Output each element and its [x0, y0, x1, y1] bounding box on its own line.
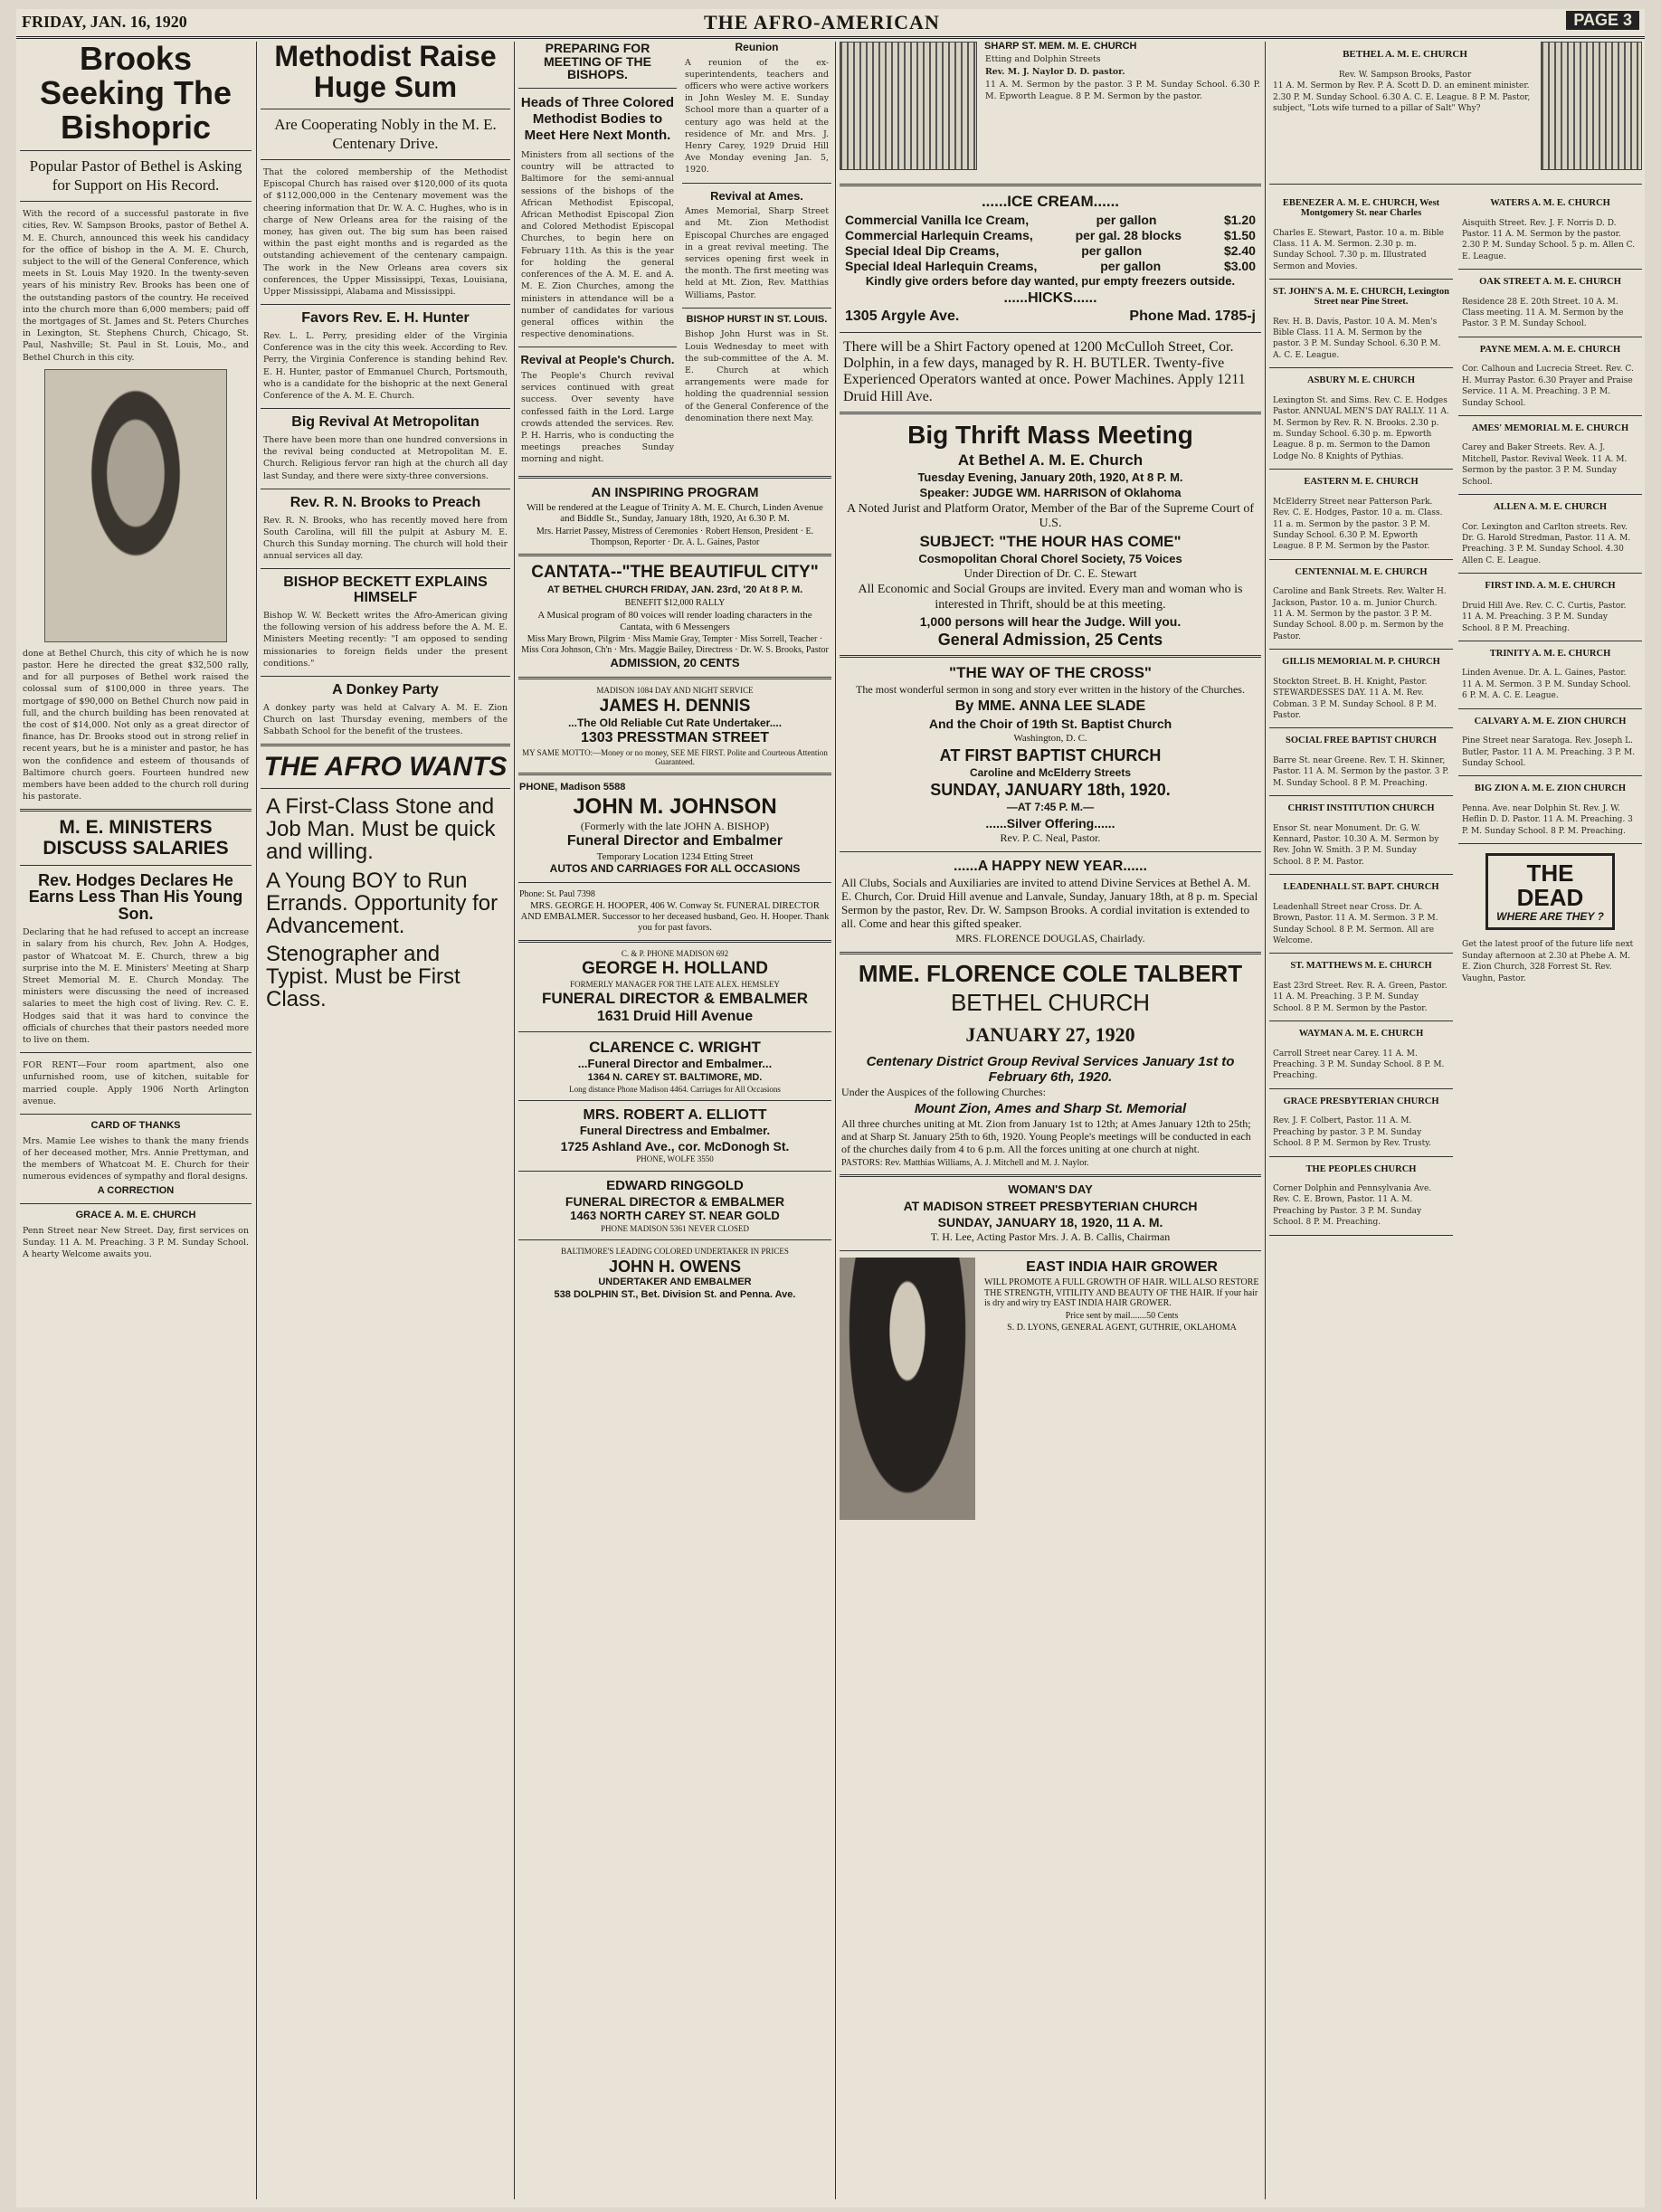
- ad-ice-cream: [840, 193, 1261, 326]
- dennis-tagline: ...The Old Reliable Cut Rate Undertaker....: [567, 716, 783, 729]
- listing-divider: [1269, 795, 1453, 796]
- church-schedule: Rev. H. B. Davis, Pastor. 10 A. M. Men's Bible Class. 11 A. M. Sermon by the pastor. 3 P. M. Sunday School. 6.30 P. M. A. C. E. League.: [1273, 317, 1441, 360]
- ad-thrift-meeting: [840, 421, 1261, 649]
- dead-sub: WHERE ARE THEY ?: [1496, 909, 1604, 923]
- hooper-phone: Phone: St. Paul 7398: [519, 889, 595, 900]
- article-brooks-body: With the record of a successful pastorate in five cities, Rev. W. Sampson Brooks, pastor of Bethel A. M. E. Church, announced this week his candidacy for the office of bishop in the A. M. E. Church, subject to the will of the General Conference, which meets in St. Louis May 1920. In the twenty-seven years of his ministry Rev. Brooks has been one of the outstanding pastors of the country. He received into the church more than 6,000 members; paid off the mortgages of St. James and St. Peters Churches in Lexington, St. Stephens Church, Chicago, St. Paul, Nashville; St. Paul in St. Louis, Mo., and Bethel Church in this city.: [23, 209, 249, 363]
- hicks-phone: Phone Mad. 1785-j: [1129, 309, 1256, 325]
- elliott-address: 1725 Ashland Ave., cor. McDonogh St.: [560, 1139, 790, 1154]
- article-ames-revival: Ames Memorial, Sharp Street and Mt. Zion Methodist Episcopal Churches are engaged in a great revival meeting. The services opening first week in the month. The first meeting was held at Mt. Zion, Rev. Matthias Williams, Pastor.: [685, 206, 829, 300]
- deck-methodist: Are Cooperating Nobly in the M. E. Centenary Drive.: [274, 116, 497, 152]
- wright-address: 1364 N. CAREY ST. BALTIMORE, MD.: [587, 1071, 763, 1083]
- ad-owens: [518, 1247, 831, 1300]
- newyear-chair: MRS. FLORENCE DOUGLAS, Chairlady.: [955, 931, 1145, 945]
- owens-name: JOHN H. OWENS: [608, 1257, 741, 1276]
- ad-johnson: [518, 782, 831, 876]
- church-listing: [1269, 1097, 1453, 1157]
- holland-phone: C. & P. PHONE MADISON 692: [621, 948, 729, 958]
- ice-cream-unit: per gallon: [1096, 212, 1157, 227]
- church-schedule: Caroline and Bank Streets. Rev. Walter H. Jackson, Pastor. 10 a. m. Junior Church. 11 A. M. Sermon by the pastor. 3 P. M. Sunday School. 8.00 p. m. Sermon by the Pastor.: [1273, 587, 1447, 641]
- newyear-head: ......A HAPPY NEW YEAR......: [954, 858, 1147, 874]
- cross-date: SUNDAY, JANUARY 18th, 1920.: [930, 781, 1171, 800]
- church-name: AMES' MEMORIAL M. E. CHURCH: [1471, 422, 1629, 433]
- ice-cream-unit: per gallon: [1100, 258, 1162, 273]
- church-listing: [1269, 961, 1453, 1021]
- cantata-body: A Musical program of 80 voices will render loading characters in the Cantata, with 6 Messengers: [537, 610, 812, 632]
- cantata-benefit: BENEFIT $12,000 RALLY: [624, 597, 726, 608]
- church-listing: [1269, 375, 1453, 470]
- card-of-thanks: Mrs. Mamie Lee wishes to thank the many friends of her deceased mother, Mrs. Annie Prettyman, and the members of Whatcoat M. E. Church for their numerous evidences of sympathy and floral designs.: [23, 1135, 249, 1182]
- johnson-phone: PHONE, Madison 5588: [519, 782, 626, 793]
- bethel-pastor: Rev. W. Sampson Brooks, Pastor: [1338, 71, 1472, 80]
- ice-cream-price: $2.40: [1223, 242, 1256, 258]
- church-listing: [1269, 1164, 1453, 1236]
- sharp-street-location: Etting and Dolphin Streets: [985, 53, 1101, 64]
- listing-divider: [1458, 494, 1642, 495]
- hicks-name: ......HICKS......: [1003, 290, 1097, 306]
- holland-name: GEORGE H. HOLLAND: [582, 959, 768, 979]
- deck-brooks: Popular Pastor of Bethel is Asking for Support on His Record.: [29, 157, 242, 194]
- dennis-name: JAMES H. DENNIS: [599, 696, 751, 716]
- holland-address: 1631 Druid Hill Avenue: [596, 1009, 754, 1024]
- church-name: SOCIAL FREE BAPTIST CHURCH: [1286, 736, 1437, 746]
- article-bishops-body: Ministers from all sections of the country will be attracted to Baltimore for the semi-annual sessions of the bishops of the African Methodist Episcopal, African Methodist Episcopal Zion and Colored Methodist Episcopal Churches, to begin here on February 11th. As this is the year for holding the general conferences of the A. M. E. and A. M. E. Zion Churches, among the ministers in attendance will be a number of candidates for various general offices within the respective denominations.: [521, 150, 674, 340]
- newyear-body: All Clubs, Socials and Auxiliaries are invited to attend Divine Services at Bethel A. M. E. Church, Cor. Druid Hill avenue and Lanvale, Sunday, January 18th, at 8 p. m. Special Sermon by the pastor, Rev. Dr. W. Sampson Brooks. A cordial invitation is extended to all. Come and hear this gifted speaker.: [841, 876, 1258, 930]
- cross-at: AT FIRST BAPTIST CHURCH: [939, 745, 1162, 764]
- church-name: BIG ZION A. M. E. ZION CHURCH: [1474, 783, 1627, 794]
- cantata-cast: Miss Mary Brown, Pilgrim · Miss Mamie Gray, Tempter · Miss Sorrell, Teacher · Miss Cora Johnson, Ch'n · Mrs. Maggie Bailey, Directress · Dr. W. S. Brooks, Pastor: [521, 634, 829, 655]
- ice-cream-item: Commercial Vanilla Ice Cream,: [845, 212, 1030, 227]
- ringgold-trade: FUNERAL DIRECTOR & EMBALMER: [565, 1193, 785, 1209]
- thrift-judge: 1,000 persons will hear the Judge. Will you.: [919, 613, 1182, 629]
- paper-name: THE AFRO-AMERICAN: [704, 11, 940, 33]
- church-listing: [1269, 567, 1453, 650]
- column-5: [1269, 42, 1642, 2199]
- article-hurst: Bishop John Hurst was in St. Louis Wednesday to meet with the sub-committee of the A. M. E. Church at which arrangements were made for holding the quadrennial session of the General Conference of the denomination there next May.: [685, 329, 829, 423]
- wright-trade: ...Funeral Director and Embalmer...: [577, 1056, 773, 1070]
- ad-happy-new-year: [840, 859, 1261, 945]
- dennis-address: 1303 PRESSTMAN STREET: [580, 730, 770, 746]
- church-schedule: Rev. J. F. Colbert, Pastor. 11 A. M. Preaching by pastor. 3 P. M. Sunday School. 8 P. M. Sermon by Rev. Trusty.: [1273, 1116, 1431, 1149]
- column-4: [840, 42, 1261, 2199]
- church-schedule: McElderry Street near Patterson Park. Rev. C. E. Hodges, Pastor. 10 a. m. Class. 11 a. m. Sermon by the pastor. 3 P. M. Sunday School. 6.30 P. M. Epworth League. 8 P. M. Sermon by the Pastor.: [1273, 497, 1443, 552]
- church-schedule: Lexington St. and Sims. Rev. C. E. Hodges Pastor. ANNUAL MEN'S DAY RALLY. 11 A. M. Sermon by Rev. R. N. Brooks. 2.30 p. m. Sunday School. 6.30 p. m. Epworth League. 8 p. m. Sermon to the Damon Lodge No. 8 Knights of Pythias.: [1273, 395, 1449, 461]
- ad-cantata: [518, 563, 831, 670]
- church-schedule: Linden Avenue. Dr. A. L. Gaines, Pastor. 11 A. M. Sermon. 3 P. M. Sunday School. 6 P. M. A. C. E. League.: [1462, 669, 1631, 701]
- grace-church-head: GRACE A. M. E. CHURCH: [75, 1209, 196, 1220]
- cantata-admission: ADMISSION, 20 CENTS: [610, 656, 740, 670]
- shirt-factory-notice: There will be a Shirt Factory opened at 1200 McCulloh Street, Cor. Dolphin, in a few days, managed by R. H. BUTLER. Twenty-five Experienced Operators wanted at once. Power Machines. Apply 1211 Druid Hill Ave.: [843, 338, 1246, 404]
- article-rn-brooks: Rev. R. N. Brooks, who has recently moved here from South Carolina, will fill the pulpit at Asbury M. E. Church this Sunday morning. The church will hold their annual services all day.: [263, 515, 508, 562]
- church-schedule: Pine Street near Saratoga. Rev. Joseph L. Butler, Pastor. 11 A. M. Preaching. 3 P. M. Sunday School.: [1462, 736, 1636, 768]
- ice-cream-row: [845, 213, 1256, 227]
- ad-elliott: [518, 1107, 831, 1164]
- listing-divider: [1458, 775, 1642, 776]
- sharp-street-schedule: 11 A. M. Sermon by the pastor. 3 P. M. Sunday School. 6.30 P. M. Epworth League. 8 P. M. Sermon by the pastor.: [985, 79, 1260, 102]
- listing-divider: [1269, 1235, 1453, 1236]
- subhead-donkey-party: A Donkey Party: [332, 682, 439, 698]
- ad-hair-grower: [840, 1258, 1261, 1520]
- church-schedule: East 23rd Street. Rev. R. A. Green, Pastor. 11 A. M. Preaching. 3 P. M. Sunday School. 8 P. M. Sermon by the Pastor.: [1273, 981, 1447, 1013]
- women-people: T. H. Lee, Acting Pastor Mrs. J. A. B. Callis, Chairman: [930, 1230, 1171, 1244]
- hair-body: WILL PROMOTE A FULL GROWTH OF HAIR. WILL ALSO RESTORE THE STRENGTH, VITILITY AND BEAUTY OF THE HAIR. If your hair is dry and wiry try EAST INDIA HAIR GROWER.: [984, 1277, 1259, 1309]
- ad-dennis: [518, 686, 831, 766]
- church-directory-right: [1458, 191, 1642, 1242]
- cross-location: Caroline and McElderry Streets: [969, 765, 1132, 779]
- church-name: CHRIST INSTITUTION CHURCH: [1287, 803, 1435, 814]
- ice-cream-unit: per gal. 28 blocks: [1075, 227, 1182, 242]
- elliott-name: MRS. ROBERT A. ELLIOTT: [583, 1106, 767, 1123]
- program-names: Mrs. Harriet Passey, Mistress of Ceremonies · Robert Henson, President · E. Thompson, Reporter · Dr. A. L. Gaines, Pastor: [536, 527, 814, 547]
- church-schedule: Leadenhall Street near Cross. Dr. A. Brown, Pastor. 11 A. M. Sermon. 3 P. M. Sunday School. 8 P. M. Sermon. All are Welcome.: [1273, 902, 1438, 945]
- cross-choir: And the Choir of 19th St. Baptist Church: [928, 717, 1172, 732]
- church-schedule: Druid Hill Ave. Rev. C. C. Curtis, Pastor. 11 A. M. Preaching. 3 P. M. Sunday School. 8 P. M. Preaching.: [1462, 601, 1627, 633]
- church-listing: [1458, 717, 1642, 777]
- church-listing: [1458, 198, 1642, 270]
- johnson-autos: AUTOS AND CARRIAGES FOR ALL OCCASIONS: [549, 862, 801, 876]
- sharp-street-head: SHARP ST. MEM. M. E. CHURCH: [984, 42, 1137, 52]
- cross-desc: The most wonderful sermon in song and story ever written in the history of the Churches.: [856, 682, 1245, 696]
- church-name: THE PEOPLES CHURCH: [1305, 1163, 1417, 1174]
- thrift-head: Big Thrift Mass Meeting: [907, 421, 1193, 450]
- church-listing: [1269, 198, 1453, 280]
- afro-wants-head: THE AFRO WANTS: [263, 752, 508, 783]
- ad-womans-day: [840, 1183, 1261, 1244]
- subhead-hunter: Favors Rev. E. H. Hunter: [301, 310, 470, 327]
- hair-grower-illustration: [840, 1258, 975, 1520]
- headline-bishops: PREPARING FOR MEETING OF THE BISHOPS.: [544, 42, 651, 82]
- ad-group-revival: [840, 1054, 1261, 1168]
- article-salaries-body: Declaring that he had refused to accept an increase in salary from his church, Rev. John A. Hodges, pastor of Whatcoat M. E. Church, threw a big surprise into the M. E. Ministers' Meeting at Sharp Street Memorial M. E. Church Monday. The ministers were discussing the need of increased salaries to meet the high cost of living. Rev. C. E. Hodges said that it was hard to convince the officials of churches that their pastors needed more to live on them.: [23, 927, 249, 1046]
- church-name: LEADENHALL ST. BAPT. CHURCH: [1283, 882, 1439, 893]
- cantata-head: CANTATA--"THE BEAUTIFUL CITY": [531, 563, 819, 583]
- dead-head: THE DEAD: [1516, 859, 1584, 912]
- talbert-name: MME. FLORENCE COLE TALBERT: [858, 959, 1243, 987]
- listing-divider: [1269, 559, 1453, 560]
- listing-divider: [1458, 269, 1642, 270]
- ad-talbert: [840, 961, 1261, 1047]
- ice-cream-price: $1.20: [1223, 212, 1256, 227]
- church-listing: [1269, 882, 1453, 954]
- church-name: ALLEN A. M. E. CHURCH: [1493, 502, 1608, 513]
- church-schedule: Cor. Lexington and Carlton streets. Rev. Dr. G. Harold Stredman, Pastor. 11 A. M. Preaching. 3 P. M. Sunday School. 4.30 Allen C. E. League.: [1462, 522, 1631, 565]
- church-name: ST. MATTHEWS M. E. CHURCH: [1290, 961, 1432, 972]
- the-dead-box: [1485, 853, 1615, 930]
- revival-body: All three churches uniting at Mt. Zion from January 1st to 12th; at Ames January 12th to 25th; and at Sharp St. January 25th to 6th, 1920. Young People's meetings will be conducted in each of the churches daily from 4 to 6 p.m. All the forces uniting at one church at night.: [841, 1117, 1251, 1155]
- hicks-address: 1305 Argyle Ave.: [845, 309, 960, 325]
- ad-hooper: [518, 889, 831, 934]
- women-head: WOMAN'S DAY: [1008, 1182, 1093, 1197]
- ice-cream-unit: per gallon: [1081, 242, 1143, 258]
- talbert-date: JANUARY 27, 1920: [965, 1023, 1135, 1047]
- ice-cream-row: [845, 243, 1256, 258]
- cross-time: —AT 7:45 P. M.—: [1006, 801, 1095, 814]
- wants-errand-boy: A Young BOY to Run Errands. Opportunity for Advancement.: [266, 868, 498, 938]
- subhead-reunion: Reunion: [735, 42, 779, 53]
- grace-church-body: Penn Street near New Street. Day, first services on Sunday. 11 A. M. Preaching. 3 P. M. Sunday School. A hearty Welcome awaits you.: [23, 1225, 249, 1259]
- ice-cream-item: Commercial Harlequin Creams,: [845, 227, 1033, 242]
- wright-name: CLARENCE C. WRIGHT: [589, 1039, 761, 1057]
- ad-wright: [518, 1039, 831, 1093]
- church-schedule: Ensor St. near Monument. Dr. G. W. Kennard, Pastor. 10.30 A. M. Sermon by Rev. John W. Smith. 3 P. M. Sunday School. 8 P. M. Pastor.: [1273, 823, 1439, 867]
- correction-head: A CORRECTION: [97, 1185, 175, 1197]
- column-rule: [256, 42, 257, 2199]
- hooper-body: MRS. GEORGE H. HOOPER, 406 W. Conway St. FUNERAL DIRECTOR AND EMBALMER. Successor to her deceased husband, Geo. H. Hooper. Thank you for past favors.: [520, 900, 830, 933]
- headline-ministers-salaries: M. E. MINISTERS DISCUSS SALARIES: [43, 817, 229, 859]
- owens-tagline: BALTIMORE'S LEADING COLORED UNDERTAKER IN PRICES: [561, 1247, 789, 1257]
- listing-divider: [1269, 367, 1453, 368]
- ad-ringgold: [518, 1178, 831, 1234]
- ice-cream-row: [845, 259, 1256, 273]
- ad-holland: [518, 949, 831, 1025]
- portrait-photo: [44, 369, 227, 642]
- johnson-location: Temporary Location 1234 Etting Street: [596, 850, 754, 862]
- article-donkey-party: A donkey party was held at Calvary A. M. E. Zion Church on last Thursday evening, members of the Sabbath School for the benefit of the trustees.: [263, 702, 508, 737]
- church-listing: [1269, 1029, 1453, 1089]
- thrift-direction: Under Direction of Dr. C. E. Stewart: [963, 566, 1137, 581]
- reunion-article: [682, 42, 831, 470]
- church-name: TRINITY A. M. E. CHURCH: [1489, 648, 1611, 659]
- church-schedule: Aisquith Street. Rev. J. F. Norris D. D. Pastor. 11 A. M. Sermon by the pastor. 2.30 P. M. Sunday School. 5 p. m. Allen C. E. League.: [1462, 218, 1636, 261]
- sharp-street-listing: [984, 42, 1261, 177]
- church-steeple-illustration: [1541, 42, 1642, 170]
- ice-cream-price: $3.00: [1223, 258, 1256, 273]
- column-2: [261, 42, 510, 2199]
- church-name: GRACE PRESBYTERIAN CHURCH: [1283, 1096, 1439, 1106]
- classified-for-rent: FOR RENT—Four room apartment, also one unfurnished room, use of kitchen, suitable for married couple. Apply 1906 North Arlington avenue.: [23, 1060, 249, 1106]
- dennis-motto: MY SAME MOTTO:—Money or no money, SEE ME FIRST. Polite and Courteous Attention Guaranteed.: [522, 747, 828, 767]
- church-name: CALVARY A. M. E. ZION CHURCH: [1474, 716, 1627, 726]
- listing-divider: [1269, 469, 1453, 470]
- church-name: EASTERN M. E. CHURCH: [1304, 477, 1419, 488]
- elliott-phone: PHONE, WOLFE 3550: [636, 1154, 714, 1164]
- church-listing: [1269, 736, 1453, 796]
- talbert-at: BETHEL CHURCH: [950, 988, 1151, 1016]
- church-listing: [1458, 345, 1642, 416]
- johnson-name: JOHN M. JOHNSON: [573, 794, 777, 820]
- listing-divider: [1269, 1156, 1453, 1157]
- hair-agent: S. D. LYONS, GENERAL AGENT, GUTHRIE, OKLAHOMA: [1007, 1323, 1237, 1334]
- listing-divider: [1269, 953, 1453, 954]
- thrift-choral: Cosmopolitan Choral Chorel Society, 75 Voices: [918, 551, 1182, 565]
- cantata-when: AT BETHEL CHURCH FRIDAY, JAN. 23rd, '20 At 8 P. M.: [546, 584, 803, 595]
- johnson-trade: Funeral Director and Embalmer: [566, 833, 783, 850]
- listing-divider: [1458, 843, 1642, 844]
- church-listing: [1269, 287, 1453, 368]
- dead-body: Get the latest proof of the future life next Sunday afternoon at 2.30 at Phebe A. M. E. Zion Church, 328 Forrest St. Rev. Vaughn, Pastor.: [1462, 940, 1634, 983]
- church-listing: [1458, 423, 1642, 495]
- holland-trade: FUNERAL DIRECTOR & EMBALMER: [541, 990, 809, 1008]
- owens-trade: UNDERTAKER AND EMBALMER: [598, 1277, 752, 1288]
- women-date: SUNDAY, JANUARY 18, 1920, 11 A. M.: [937, 1215, 1163, 1230]
- column-rule: [1265, 42, 1266, 2199]
- church-name: ST. JOHN'S A. M. E. CHURCH, Lexington Street near Pine Street.: [1273, 287, 1449, 308]
- listing-divider: [1269, 727, 1453, 728]
- column-rule: [514, 42, 515, 2199]
- deck-bishops: Heads of Three Colored Methodist Bodies to Meet Here Next Month.: [520, 95, 675, 144]
- cross-offering: ......Silver Offering......: [985, 815, 1115, 831]
- thrift-speaker-desc: A Noted Jurist and Platform Orator, Member of the Bar of the Supreme Court of U.S.: [846, 501, 1255, 530]
- newspaper-page: [16, 9, 1645, 2207]
- thrift-when: Tuesday Evening, January 20th, 1920, At 8 P. M.: [917, 470, 1183, 484]
- article-reunion: A reunion of the ex-superintendents, teachers and officers who were active workers in John Wesley M. E. Sunday School more than a quarter of a century ago was held at the residence of Mr. and Mrs. J. Henry Carey, 1929 Druid Hill Ave Monday evening Jan. 5, 1920.: [685, 57, 829, 176]
- church-schedule: Barre St. near Greene. Rev. T. H. Skinner, Pastor. 11 A. M. Sermon by the pastor. 3 P. M. Sunday School. 8 P. M. Preaching.: [1273, 755, 1449, 788]
- listing-divider: [1269, 874, 1453, 875]
- cross-by: By MME. ANNA LEE SLADE: [954, 698, 1146, 714]
- wright-phone: Long distance Phone Madison 4464. Carriages for All Occasions: [569, 1084, 781, 1094]
- article-metropolitan: There have been more than one hundred conversions in the revival being conducted at Metropolitan M. E. Church. Religious fervor ran high at the church all day last Sunday, and there were sixty-three conversions.: [263, 435, 508, 481]
- subhead-peoples-revival: Revival at People's Church.: [520, 353, 675, 367]
- thrift-speaker: Speaker: JUDGE WM. HARRISON of Oklahoma: [919, 485, 1182, 499]
- bethel-head: BETHEL A. M. E. CHURCH: [1343, 49, 1467, 60]
- revival-auspices: Under the Auspices of the following Churches:: [841, 1086, 1046, 1099]
- dennis-phone: MADISON 1084 DAY AND NIGHT SERVICE: [596, 686, 754, 696]
- church-name: WATERS A. M. E. CHURCH: [1490, 198, 1610, 208]
- listing-divider: [1269, 649, 1453, 650]
- church-schedule: Carroll Street near Carey. 11 A. M. Preaching. 3 P. M. Sunday School. 8 P. M. Preaching.: [1273, 1049, 1445, 1081]
- subhead-ames-revival: Revival at Ames.: [710, 188, 803, 203]
- cross-city: Washington, D. C.: [1013, 733, 1087, 745]
- subhead-hodges: Rev. Hodges Declares He Earns Less Than His Young Son.: [28, 870, 243, 924]
- church-schedule: Carey and Baker Streets. Rev. A. J. Mitchell, Pastor. Revival Week. 11 A. M. Sermon by the pastor. 3 P. M. Sunday School.: [1462, 443, 1628, 487]
- church-listing: [1458, 581, 1642, 641]
- issue-date: FRIDAY, JAN. 16, 1920: [22, 13, 187, 31]
- program-head: AN INSPIRING PROGRAM: [591, 484, 759, 500]
- hair-head: EAST INDIA HAIR GROWER: [1026, 1259, 1218, 1276]
- church-listing: [1269, 477, 1453, 560]
- masthead: [16, 9, 1645, 39]
- church-listing: [1458, 783, 1642, 844]
- ice-cream-note: Kindly give orders before day wanted, pur empty freezers outside.: [865, 273, 1236, 288]
- church-listing: [1458, 502, 1642, 574]
- church-illustration: [840, 42, 977, 170]
- church-name: GILLIS MEMORIAL M. P. CHURCH: [1282, 657, 1440, 668]
- program-body: Will be rendered at the League of Trinity A. M. E. Church, Linden Avenue and Biddle St., Sunday, January 18th, 1920, At 6.30 P. M.: [527, 501, 823, 525]
- women-location: AT MADISON STREET PRESBYTERIAN CHURCH: [903, 1199, 1198, 1214]
- church-schedule: Corner Dolphin and Pennsylvania Ave. Rev. C. E. Brown, Pastor. 11 A. M. Preaching by Pastor. 3 P. M. Sunday School. 8 P. M. Preaching.: [1273, 1184, 1432, 1228]
- revival-head: Centenary District Group Revival Services January 1st to February 6th, 1920.: [866, 1053, 1235, 1085]
- church-listing: [1458, 277, 1642, 337]
- church-schedule: Stockton Street. B. H. Knight, Pastor. STEWARDESSES DAY. 11 A. M. Rev. Cobman. 3 P. M. Sunday School. 8 P. M. Pastor.: [1273, 677, 1437, 720]
- church-schedule: Residence 28 E. 20th Street. 10 A. M. Class meeting. 11 A. M. Sermon by the Pastor. 3 P. M. Sunday School.: [1462, 297, 1624, 329]
- ice-cream-head: ......ICE CREAM......: [981, 193, 1120, 210]
- listing-divider: [1458, 573, 1642, 574]
- revival-churches: Mount Zion, Ames and Sharp St. Memorial: [914, 1101, 1187, 1117]
- cross-head: "THE WAY OF THE CROSS": [949, 664, 1152, 682]
- thrift-subject: SUBJECT: "THE HOUR HAS COME": [919, 533, 1182, 550]
- page-number: PAGE 3: [1566, 11, 1639, 30]
- church-schedule: Charles E. Stewart, Pastor. 10 a. m. Bible Class. 11 A. M. Sermon. 2.30 p. m. Sunday School. 7.30 p. m. Illustrated Sermon and Movies.: [1273, 228, 1444, 271]
- church-name: ASBURY M. E. CHURCH: [1306, 375, 1416, 386]
- article-hunter: Rev. L. L. Perry, presiding elder of the Virginia Conference was in the city this week. According to Rev. Perry, the Virginia Conference is standing behind Rev. E. H. Hunter, pastor of Emmanuel Church, Portsmouth, who is a candidate for the bishopric at the next General Conference of the A. M. E. Church.: [263, 331, 508, 402]
- listing-divider: [1458, 708, 1642, 709]
- subhead-rn-brooks: Rev. R. N. Brooks to Preach: [289, 494, 481, 510]
- ringgold-address: 1463 NORTH CAREY ST. NEAR GOLD: [570, 1208, 780, 1222]
- bethel-schedule: 11 A. M. Sermon by Rev. P. A. Scott D. D. an eminent minister. 2.30 P. M. Sunday School. 6.30 A. C. E. League. 8 P. M. Pastor, subject, "Lots wife turned to a pillar of Salt" Why?: [1273, 81, 1531, 114]
- church-name: OAK STREET A. M. E. CHURCH: [1479, 277, 1621, 288]
- ringgold-phone: PHONE MADISON 5361 NEVER CLOSED: [600, 1223, 749, 1233]
- church-listing: [1269, 803, 1453, 875]
- headline-methodist: Methodist Raise Huge Sum: [274, 42, 497, 103]
- church-name: PAYNE MEM. A. M. E. CHURCH: [1479, 344, 1621, 355]
- church-listing: [1458, 649, 1642, 709]
- ice-cream-row: [845, 228, 1256, 242]
- headline-brooks: Brooks Seeking The Bishopric: [39, 42, 233, 146]
- thrift-location: At Bethel A. M. E. Church: [957, 451, 1144, 470]
- ice-cream-item: Special Ideal Dip Creams,: [845, 242, 1000, 258]
- church-name: WAYMAN A. M. E. CHURCH: [1298, 1029, 1424, 1040]
- bishops-article: [518, 42, 677, 470]
- church-name: CENTENNIAL M. E. CHURCH: [1295, 566, 1428, 577]
- thrift-invitation: All Economic and Social Groups are invited. Every man and woman who is interested in Thrift, should be at this meeting.: [858, 583, 1243, 612]
- ice-cream-price: $1.50: [1223, 227, 1256, 242]
- church-schedule: Cor. Calhoun and Lucrecia Street. Rev. C. H. Murray Pastor. 6.30 Prayer and Praise Service. 11 A. M. Preaching. 3 P. M. Sunday School.: [1462, 365, 1634, 408]
- article-methodist-body: That the colored membership of the Methodist Episcopal Church has raised over $120,000 of its quota of $112,000,000 in the Centenary movement was the cheering information that Dr. W. A. C. Hughes, who is in charge of New Orleans area for the raising of the money, has given out. The big sum has been raised within the past eight months and is regarded as the outstanding achievement of the centenary campaign. The work in the New Orleans area covers six conferences, the Upper Mississippi, Texas, Louisiana, Upper Mississippi, Alabama and Mississippi.: [263, 166, 508, 297]
- holland-former: FORMERLY MANAGER FOR THE LATE ALEX. HEMSLEY: [570, 980, 780, 990]
- wants-stone-man: A First-Class Stone and Job Man. Must be quick and willing.: [266, 793, 496, 865]
- listing-divider: [1269, 1088, 1453, 1089]
- church-name: EBENEZER A. M. E. CHURCH, West Montgomery St. near Charles: [1282, 198, 1440, 218]
- sharp-street-pastor: Rev. M. J. Naylor D. D. pastor.: [985, 66, 1125, 77]
- ice-cream-price-list: [840, 213, 1261, 273]
- thrift-admission: General Admission, 25 Cents: [937, 630, 1163, 649]
- johnson-former: (Formerly with the late JOHN A. BISHOP): [580, 819, 770, 832]
- wants-stenographer: Stenographer and Typist. Must be First Class.: [266, 942, 460, 1012]
- ad-inspiring-program: [518, 485, 831, 548]
- subhead-metropolitan: Big Revival At Metropolitan: [291, 414, 479, 431]
- church-listing: [1269, 657, 1453, 728]
- column-1: [20, 42, 252, 2199]
- article-beckett: Bishop W. W. Beckett writes the Afro-American giving the following version of his address before the A. M. E. Ministers Meeting recently: "I am opposed to sending missionaries to foreign fields under the present conditions.": [263, 611, 508, 669]
- listing-divider: [1269, 279, 1453, 280]
- church-directory-left: [1269, 191, 1453, 1242]
- cross-pastor: Rev. P. C. Neal, Pastor.: [1000, 831, 1101, 844]
- article-peoples-revival: The People's Church revival services continued with great success. Over seventy have confessed faith in the Lord. Large crowds attended the services. Rev. P. H. Harris, who is conducting the meetings preaches Sunday morning and night.: [521, 370, 674, 465]
- ad-way-of-cross: [840, 664, 1261, 844]
- church-schedule: Penna. Ave. near Dolphin St. Rev. J. W. Heflin D. D. Pastor. 11 A. M. Preaching. 3 P. M. Sunday School. 8 P. M. Preaching.: [1462, 803, 1633, 836]
- subhead-hurst: BISHOP HURST IN ST. LOUIS.: [686, 313, 828, 325]
- elliott-trade: Funeral Directress and Embalmer.: [579, 1124, 771, 1138]
- column-3: [518, 42, 831, 2199]
- listing-divider: [1458, 415, 1642, 416]
- owens-address: 538 DOLPHIN ST., Bet. Division St. and Penna. Ave.: [554, 1288, 796, 1300]
- card-of-thanks-head: CARD OF THANKS: [90, 1120, 181, 1132]
- column-rule: [835, 42, 836, 2199]
- ringgold-name: EDWARD RINGGOLD: [606, 1177, 744, 1193]
- hair-price: Price sent by mail.......50 Cents: [1065, 1310, 1179, 1321]
- church-name: FIRST IND. A. M. E. CHURCH: [1485, 581, 1616, 592]
- ice-cream-item: Special Ideal Harlequin Creams,: [845, 258, 1038, 273]
- subhead-beckett: BISHOP BECKETT EXPLAINS HIMSELF: [283, 574, 488, 606]
- article-brooks-continued: done at Bethel Church, this city of which he is now pastor. Here he directed the great $32,500 rally, and for all purposes of Bethel work raised the colossal sum of $100,000 in three years. The mortgage of $90,000 on Bethel Church now paid in full, and the church building has been renovated at the cost of $14,000. Not only as a great director of finance, has Dr. Brooks stood out in strong relief in recent years, but he is a minister and pastor, he has won the confidence and esteem of thousands of Baltimore church goers. Fourteen hundred new members have been added to the church roll during his pastorate.: [23, 648, 249, 802]
- revival-pastors: PASTORS: Rev. Matthias Williams, A. J. Mitchell and M. J. Naylor.: [841, 1157, 1089, 1168]
